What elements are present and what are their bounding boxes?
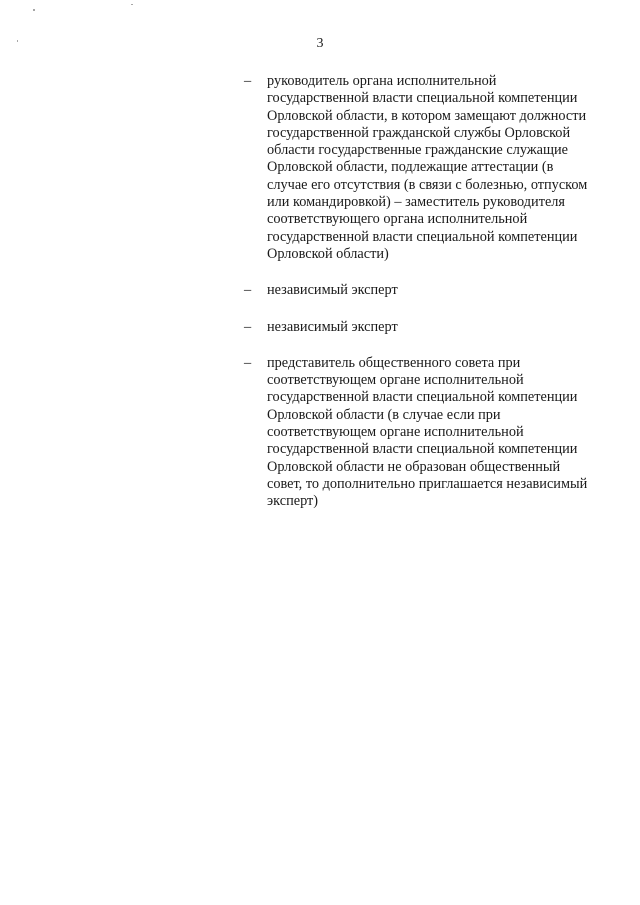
page-number: 3 (316, 36, 324, 51)
dash-marker: – (244, 282, 252, 299)
list-item (244, 282, 589, 299)
list-item-text: руководитель органа исполнительной государственной власти специальной компетенции Орловской области, в котором замещают должности государственной гражданской службы Орловской области государственные гражданские служащие Орловской области, подлежащие аттестации (в случае его отсутствия (в связи с болезнью, отпуском или командировкой) – заместитель руководителя соответствующего органа исполнительной государственной власти специальной компетенции Орловской области) (267, 73, 588, 262)
list-item-text: представитель общественного совета при соответствующем органе исполнительной государственной власти специальной компетенции Орловской области (в случае если при соответствующем органе исполнительной государственной власти специальной компетенции Орловской области не образован общественный совет, то дополнительно приглашается независимый эксперт) (267, 354, 588, 510)
dash-marker: – (244, 73, 252, 89)
list-item (244, 355, 589, 511)
scan-speck (33, 9, 35, 11)
dash-marker: – (244, 318, 252, 335)
list-item-text: независимый эксперт (267, 282, 398, 299)
list-item (244, 73, 589, 263)
member-list (244, 73, 589, 511)
list-item-text: независимый эксперт (267, 318, 398, 335)
list-item (244, 319, 589, 336)
dash-marker: – (244, 354, 252, 371)
scan-speck (131, 4, 133, 5)
